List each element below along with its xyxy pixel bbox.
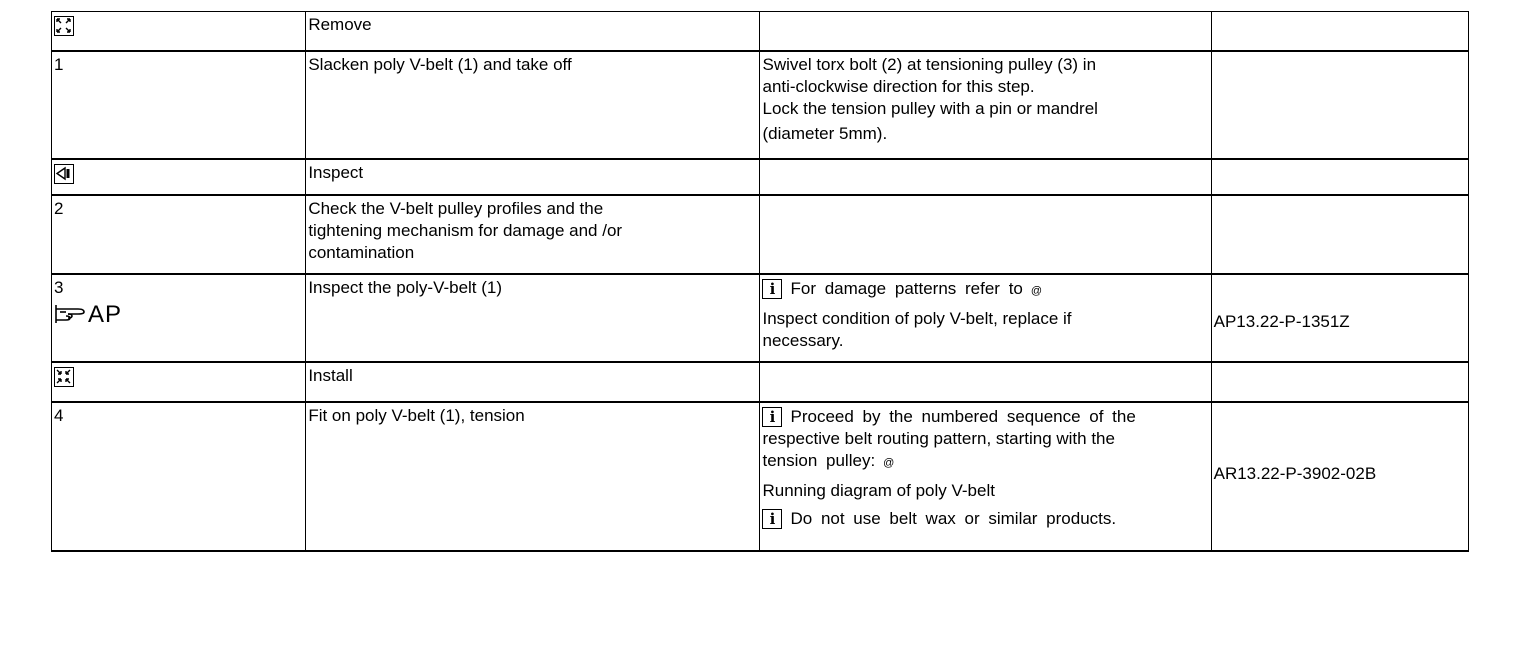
pointing-hand-icon — [54, 303, 88, 325]
step-number: 3 — [54, 278, 64, 297]
note-line-text: tension pulley: — [762, 451, 876, 470]
action-cell — [306, 402, 760, 551]
table-row — [52, 402, 1469, 551]
reference-icon: @ — [1030, 285, 1043, 297]
step-cell — [52, 274, 306, 362]
step-cell — [52, 402, 306, 551]
info-note-text: Do not use belt wax or similar products. — [790, 509, 1117, 528]
info-icon: i — [762, 509, 782, 529]
action-text: Inspect — [308, 163, 364, 182]
note-cell — [760, 274, 1211, 362]
step-cell — [52, 195, 306, 274]
action-cell — [306, 274, 760, 362]
table-row — [52, 274, 1469, 362]
reference-cell — [1211, 362, 1468, 402]
step-cell — [52, 159, 306, 195]
inspect-icon — [54, 164, 74, 184]
info-icon: i — [762, 407, 782, 427]
document-reference[interactable]: AR13.22-P-3902-02B — [1213, 463, 1377, 483]
ap-badge — [54, 301, 303, 329]
procedure-table — [51, 11, 1469, 552]
action-line: tightening mechanism for damage and /or — [308, 221, 623, 240]
document-reference[interactable]: AP13.22-P-1351Z — [1213, 312, 1350, 331]
reference-cell — [1211, 12, 1468, 52]
info-note — [762, 406, 1208, 428]
reference-cell — [1211, 51, 1468, 159]
remove-icon — [54, 16, 74, 36]
note-line: respective belt routing pattern, starting with the — [762, 429, 1115, 448]
reference-cell — [1211, 274, 1468, 362]
action-cell — [306, 159, 760, 195]
action-text: Inspect the poly-V-belt (1) — [308, 278, 503, 297]
action-line: Check the V-belt pulley profiles and the — [308, 199, 604, 218]
action-text: Slacken poly V-belt (1) and take off — [308, 55, 572, 74]
note-line: anti-clockwise direction for this step. — [762, 77, 1035, 96]
note-line: Running diagram of poly V-belt — [762, 481, 995, 500]
note-cell — [760, 402, 1211, 551]
table-row — [52, 51, 1469, 159]
table-row — [52, 12, 1469, 52]
table-row — [52, 195, 1469, 274]
step-cell — [52, 362, 306, 402]
note-cell — [760, 159, 1211, 195]
install-icon — [54, 367, 74, 387]
action-text: Fit on poly V-belt (1), tension — [308, 406, 525, 425]
note-line: Lock the tension pulley with a pin or mandrel — [762, 99, 1098, 118]
table-row — [52, 362, 1469, 402]
note-cell — [760, 362, 1211, 402]
action-cell — [306, 362, 760, 402]
action-line: contamination — [308, 243, 415, 262]
note-cell — [760, 51, 1211, 159]
table-row — [52, 159, 1469, 195]
reference-cell — [1211, 159, 1468, 195]
ap-label: AP — [88, 301, 123, 328]
step-number: 4 — [54, 406, 64, 425]
info-note — [762, 508, 1208, 530]
action-cell — [306, 12, 760, 52]
note-line: (diameter 5mm). — [762, 124, 888, 143]
info-note-text: Proceed by the numbered sequence of the — [790, 407, 1136, 426]
reference-cell — [1211, 402, 1468, 551]
step-number: 2 — [54, 199, 64, 218]
reference-icon: @ — [883, 457, 895, 469]
action-cell — [306, 51, 760, 159]
info-note — [762, 278, 1208, 302]
step-cell — [52, 12, 306, 52]
note-cell — [760, 12, 1211, 52]
action-text: Remove — [308, 15, 372, 34]
reference-cell — [1211, 195, 1468, 274]
info-note-text: For damage patterns refer to — [790, 279, 1023, 298]
step-number: 1 — [54, 55, 64, 74]
action-cell — [306, 195, 760, 274]
note-line: Inspect condition of poly V-belt, replace if — [762, 309, 1072, 328]
step-cell — [52, 51, 306, 159]
note-cell — [760, 195, 1211, 274]
note-line — [762, 450, 1208, 474]
note-line: necessary. — [762, 331, 844, 350]
info-icon: i — [762, 279, 782, 299]
action-text: Install — [308, 366, 353, 385]
note-line: Swivel torx bolt (2) at tensioning pulley (3) in — [762, 55, 1097, 74]
